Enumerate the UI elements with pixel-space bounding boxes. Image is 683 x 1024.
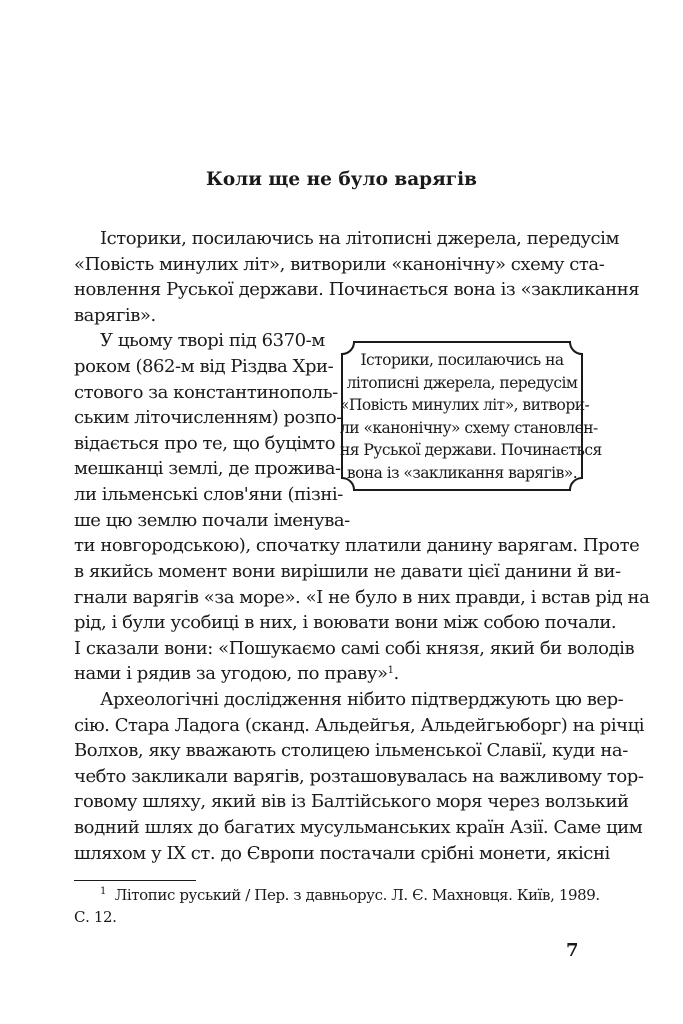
page-number: 7 xyxy=(566,940,579,961)
body-line: новлення Руської держави. Починається вона із «закликання xyxy=(74,279,640,301)
pull-quote-line: ня Руської держави. Починається xyxy=(340,441,602,459)
pull-quote-line: літописні джерела, передусім xyxy=(346,373,578,392)
pull-quote-line: ли «канонічну» схему становлен- xyxy=(340,418,598,437)
body-line: Археологічні дослідження нібито підтверджують цю вер- xyxy=(100,688,624,710)
body-line: ти новгородською), спочатку платили данину варягам. Проте xyxy=(74,535,640,557)
pull-quote-line: «Повість минулих літ», витвори- xyxy=(340,396,590,414)
body-line: Історики, посилаючись на літописні джерела, передусім xyxy=(100,228,619,249)
footnote-marker: 1 xyxy=(100,886,106,897)
body-line: шляхом у IX ст. до Європи постачали срібні монети, якісні xyxy=(74,842,610,864)
body-line: говому шляху, який вів із Балтійського моря через волзький xyxy=(74,791,629,813)
body-line: роком (862-м від Різдва Хри- xyxy=(74,356,334,378)
footnote-text: Літопис руський / Пер. з давньорус. Л. Є. Махновця. Київ, 1989. xyxy=(114,886,600,904)
pull-quote-line: вона із «закликання варягів». xyxy=(346,463,578,482)
body-line: гнали варягів «за море». «І не було в них правди, і встав рід на xyxy=(74,586,650,608)
body-line: чебто закликали варягів, розташовувалась на важливому тор- xyxy=(74,765,644,787)
body-line: ли ільменські слов'яни (пізні- xyxy=(74,484,343,506)
body-line: У цьому творі під 6370-м xyxy=(100,330,325,352)
body-line: нами і рядив за угодою, по праву»$^1$. xyxy=(74,663,399,685)
footnote-reference[interactable]: 1 xyxy=(387,665,394,677)
body-line: ше цю землю почали іменува- xyxy=(74,509,350,531)
footnote-rule xyxy=(74,880,196,881)
body-line: сію. Стара Ладога (сканд. Альдейгья, Альдейгьюборг) на річці xyxy=(74,714,645,736)
body-line: рід, і були усобиці в них, і воювати вони між собою почали. xyxy=(74,612,617,634)
body-line: варягів». xyxy=(74,304,156,326)
chapter-title: Коли ще не було варягів xyxy=(205,169,478,190)
body-line: І сказали вони: «Пошукаємо самі собі князя, який би володів xyxy=(74,637,635,659)
body-line: Волхов, яку вважають столицею ільменської Славії, куди на- xyxy=(74,740,628,762)
pull-quote-line: Історики, посилаючись на xyxy=(360,351,564,369)
body-line-text: нами і рядив за угодою, по праву» xyxy=(74,663,388,685)
body-line: в якийсь момент вони вирішили не давати цієї данини й ви- xyxy=(74,560,621,582)
footnote-line xyxy=(100,884,600,906)
pull-quote-box xyxy=(340,340,602,492)
body-line: «Повість минулих літ», витворили «канонічну» схему ста- xyxy=(74,253,605,275)
body-line: ським літочисленням) розпо- xyxy=(74,407,342,429)
footnote-line: С. 12. xyxy=(74,908,117,926)
body-line: водний шлях до багатих мусульманських країн Азії. Саме цим xyxy=(74,817,643,839)
body-line: відається про те, що буцімто xyxy=(74,432,336,454)
body-line: мешканці землі, де прожива- xyxy=(74,458,341,480)
body-line: стового за константинополь- xyxy=(74,381,338,403)
